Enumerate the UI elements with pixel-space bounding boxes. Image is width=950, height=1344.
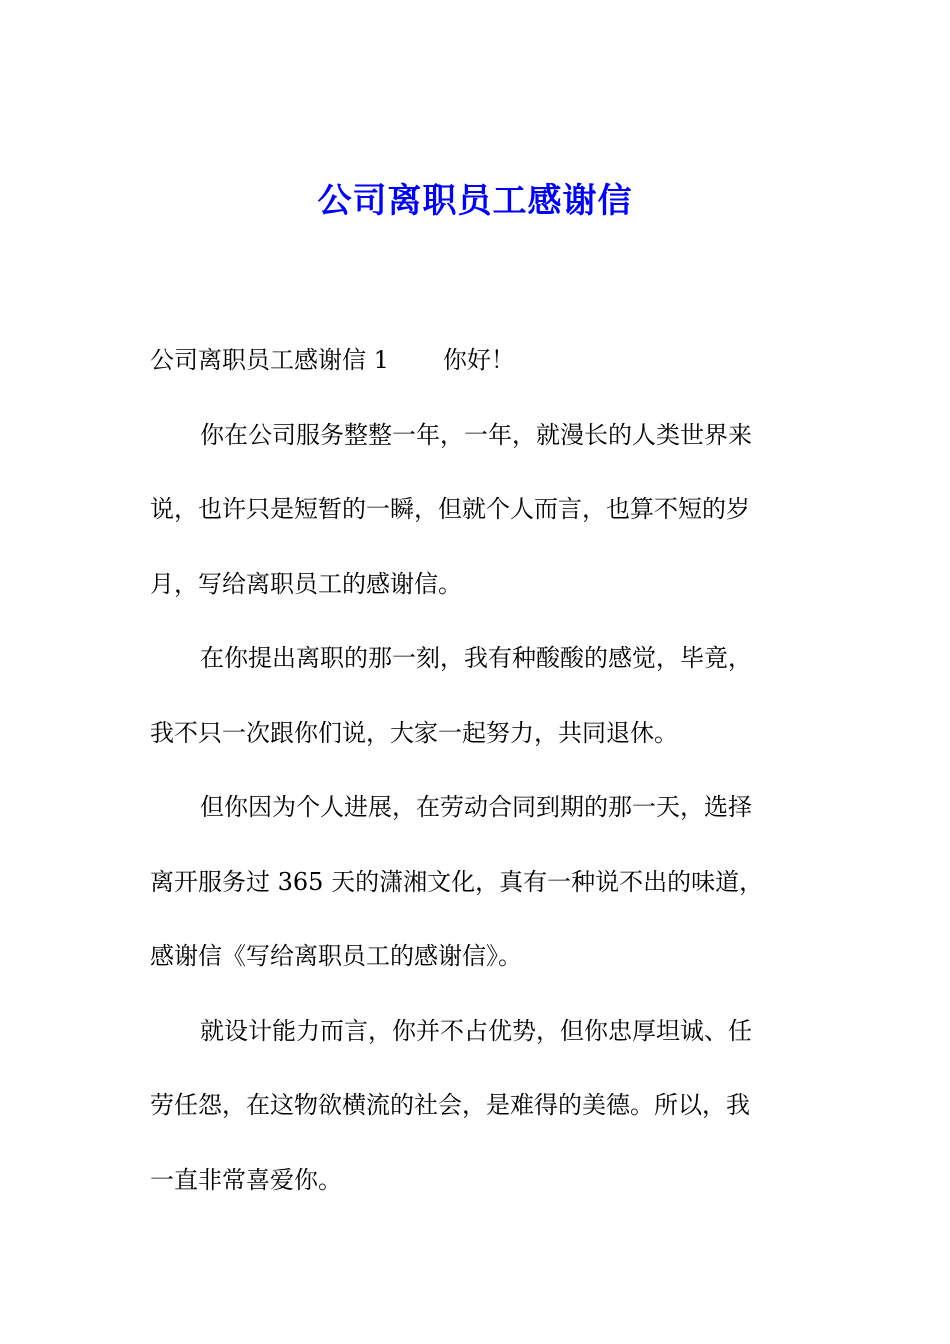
paragraph-line: 离开服务过 365 天的潇湘文化，真有一种说不出的味道， [150, 867, 764, 896]
paragraph-line: 我不只一次跟你们说，大家一起努力，共同退休。 [150, 718, 678, 747]
paragraph-line: 在你提出离职的那一刻，我有种酸酸的感觉，毕竟， [200, 644, 752, 672]
paragraph-line: 说，也许只是短暂的一瞬，但就个人而言，也算不短的岁 [150, 495, 750, 523]
paragraph-line: 月，写给离职员工的感谢信。 [150, 569, 462, 598]
paragraph-line: 但你因为个人进展，在劳动合同到期的那一天，选择 [200, 793, 752, 821]
paragraph-line: 劳任怨，在这物欲横流的社会，是难得的美德。所以，我 [150, 1091, 750, 1119]
letter-label: 公司离职员工感谢信 1 [150, 346, 389, 374]
document-title: 公司离职员工感谢信 [317, 181, 633, 221]
paragraph-line: 你在公司服务整整一年，一年，就漫长的人类世界来 [200, 420, 752, 449]
heading-line [150, 323, 790, 398]
greeting: 你好！ [442, 346, 515, 374]
paragraph-line: 感谢信《写给离职员工的感谢信》。 [150, 942, 522, 970]
paragraph-line: 一直非常喜爱你。 [150, 1165, 342, 1194]
letter-body [150, 323, 790, 1217]
paragraph-line: 就设计能力而言，你并不占优势，但你忠厚坦诚、任 [200, 1016, 752, 1045]
